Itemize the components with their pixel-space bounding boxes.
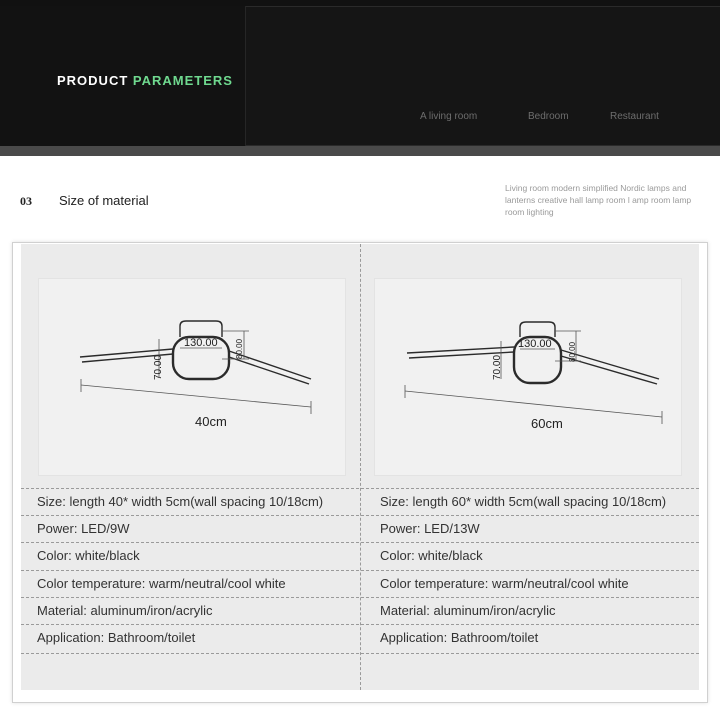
lamp-drawing-40cm bbox=[39, 279, 347, 477]
spec-material-60cm: Material: aluminum/iron/acrylic bbox=[380, 603, 556, 618]
nav-item-bedroom[interactable]: Bedroom bbox=[528, 111, 569, 122]
nav-item-living-room[interactable]: A living room bbox=[420, 111, 478, 122]
dim-height: 70.00 bbox=[153, 354, 164, 380]
spec-color-60cm: Color: white/black bbox=[380, 548, 483, 563]
lamp-mount-cap bbox=[520, 322, 555, 337]
dim-width: 130.00 bbox=[184, 337, 218, 349]
spec-color-40cm: Color: white/black bbox=[37, 548, 140, 563]
page-title bbox=[57, 73, 233, 88]
section-number: 03 bbox=[20, 194, 32, 208]
spec-size-60cm: Size: length 60* width 5cm(wall spacing 10/18cm) bbox=[380, 494, 667, 509]
length-dimension-line bbox=[81, 385, 311, 407]
product-diagram-40cm bbox=[38, 278, 346, 476]
dim-length: 60cm bbox=[531, 416, 563, 431]
length-dimension-line bbox=[405, 391, 662, 417]
row-separator bbox=[21, 542, 699, 543]
row-separator bbox=[21, 515, 699, 516]
dim-depth: 80.00 bbox=[235, 338, 244, 359]
dim-depth: 80.00 bbox=[568, 341, 577, 362]
lamp-arm-left bbox=[407, 347, 514, 353]
row-separator bbox=[21, 488, 699, 489]
section-description: Living room modern simplified Nordic lamps and lanterns creative hall lamp room l amp room lamp room lighting bbox=[505, 183, 692, 217]
spec-application-60cm: Application: Bathroom/toilet bbox=[380, 630, 539, 645]
spec-power-40cm: Power: LED/9W bbox=[37, 521, 130, 536]
product-diagram-60cm bbox=[374, 278, 682, 476]
title-main: PRODUCT bbox=[57, 73, 129, 88]
row-separator bbox=[21, 570, 699, 571]
header-divider-strip bbox=[0, 146, 720, 156]
header-banner bbox=[0, 0, 720, 156]
row-separator bbox=[21, 653, 699, 654]
spec-size-40cm: Size: length 40* width 5cm(wall spacing 10/18cm) bbox=[37, 494, 324, 509]
spec-material-40cm: Material: aluminum/iron/acrylic bbox=[37, 603, 213, 618]
title-accent: PARAMETERS bbox=[132, 73, 233, 88]
spec-application-40cm: Application: Bathroom/toilet bbox=[37, 630, 196, 645]
lamp-arm-right-lower bbox=[229, 357, 309, 384]
lamp-mount-cap bbox=[180, 321, 222, 337]
length-dimension-ticks bbox=[81, 379, 311, 414]
spec-color-temperature-40cm: Color temperature: warm/neutral/cool white bbox=[37, 576, 286, 591]
spec-power-60cm: Power: LED/13W bbox=[380, 521, 480, 536]
row-separator bbox=[21, 597, 699, 598]
lamp-drawing-60cm bbox=[375, 279, 683, 477]
dim-height: 70.00 bbox=[492, 354, 503, 380]
spec-color-temperature-60cm: Color temperature: warm/neutral/cool white bbox=[380, 576, 629, 591]
nav-item-restaurant[interactable]: Restaurant bbox=[610, 111, 659, 122]
dim-width: 130.00 bbox=[518, 338, 552, 350]
section-title: Size of material bbox=[59, 193, 149, 208]
dim-length: 40cm bbox=[195, 414, 227, 429]
row-separator bbox=[21, 624, 699, 625]
